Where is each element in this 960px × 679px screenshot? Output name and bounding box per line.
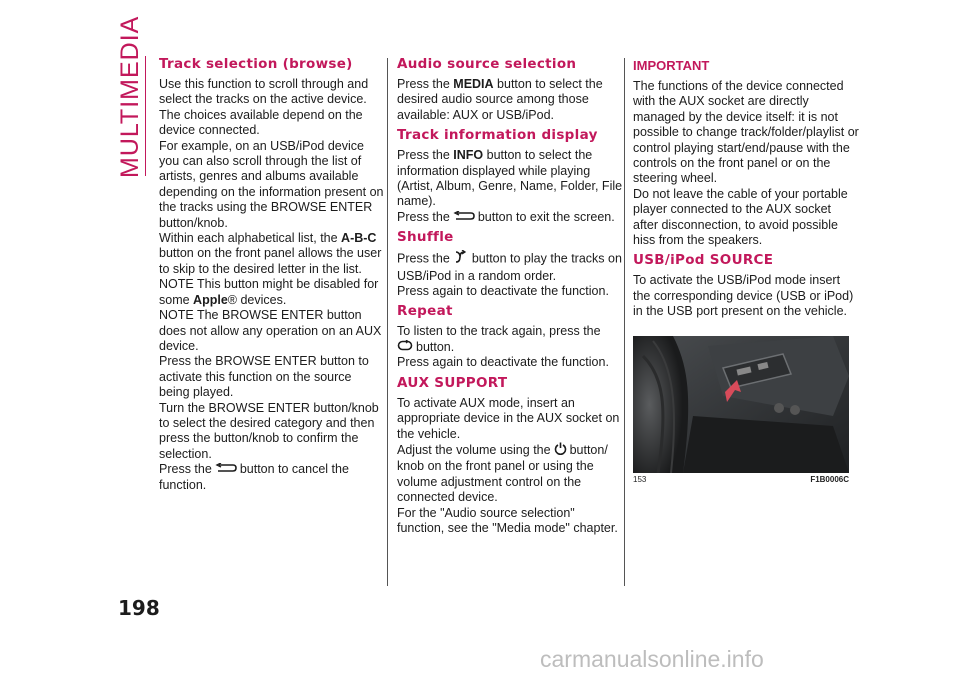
paragraph: Adjust the volume using the button/ knob on the front panel or using the volume adjustment control on the connected device. (397, 442, 608, 505)
column-1 (159, 58, 385, 493)
figure-code: F1B0006C (810, 474, 849, 484)
heading-track-info: Track information display (397, 127, 598, 144)
back-arrow-icon (215, 462, 237, 477)
paragraph: Press the INFO button to select the information displayed while playing (Artist, Album, Genre, Name, Folder, File name). (397, 148, 623, 209)
heading-shuffle: Shuffle (397, 229, 454, 246)
power-icon (554, 442, 567, 459)
paragraph: The functions of the device connected with the AUX socket are directly managed by the device itself: it is not possible to change track/folder/playlist or control playing start/end/pause with the controls on the front panel or on the steering wheel. (633, 79, 859, 186)
paragraph: Press the button to play the tracks on USB/iPod in a random order. (397, 251, 622, 283)
paragraph: To activate the USB/iPod mode insert the corresponding device (USB or iPod) in the USB port present on the vehicle. (633, 273, 854, 319)
watermark: carmanualsonline.info (540, 646, 764, 672)
paragraph: Use this function to scroll through and select the tracks on the active device. The choices available depend on the device connected. (159, 77, 369, 138)
shuffle-icon (453, 250, 469, 268)
paragraph: Turn the BROWSE ENTER button/knob to select the desired category and then press the button/knob to confirm the selection. (159, 400, 379, 461)
section-side-label: MULTIMEDIA (116, 15, 144, 178)
column-divider (624, 58, 625, 586)
paragraph: Press again to deactivate the function. (397, 355, 609, 370)
usb-port-photo (633, 336, 849, 473)
page-number: 198 (118, 596, 160, 620)
figure-number: 153 (633, 474, 647, 484)
note-paragraph: NOTE This button might be disabled for some Apple® devices. (159, 277, 379, 307)
paragraph: To listen to the track again, press the button. (397, 324, 601, 354)
paragraph: Press again to deactivate the function. (397, 284, 609, 299)
heading-aux-support: AUX SUPPORT (397, 374, 508, 391)
back-arrow-icon (453, 210, 475, 225)
paragraph: Do not leave the cable of your portable player connected to the AUX socket after disconnection, to avoid possible hiss from the speakers. (633, 186, 848, 248)
heading-track-selection: Track selection (browse) (159, 56, 353, 72)
paragraph: Press the button to exit the screen. (397, 209, 615, 224)
heading-important: IMPORTANT (633, 58, 710, 73)
note-paragraph: NOTE The BROWSE ENTER button does not allow any operation on an AUX device. (159, 308, 382, 353)
paragraph: Within each alphabetical list, the A-B-C button on the front panel allows the user to skip to the desired letter in the list. (159, 231, 382, 276)
paragraph: To activate AUX mode, insert an appropriate device in the AUX socket on the vehicle. (397, 395, 620, 441)
heading-usb-source: USB/iPod SOURCE (633, 252, 774, 269)
paragraph: Press the MEDIA button to select the desired audio source among those available: AUX or USB/iPod. (397, 77, 603, 122)
column-2 (397, 58, 623, 536)
paragraph: Press the BROWSE ENTER button to activate this function on the source being played. (159, 354, 369, 400)
column-3 (633, 58, 859, 484)
paragraph: For the "Audio source selection" function, see the "Media mode" chapter. (397, 505, 618, 535)
figure-caption (633, 475, 849, 484)
heading-audio-source: Audio source selection (397, 56, 577, 72)
paragraph: Press the button to cancel the function. (159, 462, 349, 492)
paragraph: For example, on an USB/iPod device you can also scroll through the list of artists, genres and albums available depending on the information present on the tracks using the BROWSE ENTER button/knob. (159, 138, 384, 230)
column-divider (387, 58, 388, 586)
repeat-icon (397, 340, 413, 355)
heading-repeat: Repeat (397, 303, 453, 320)
